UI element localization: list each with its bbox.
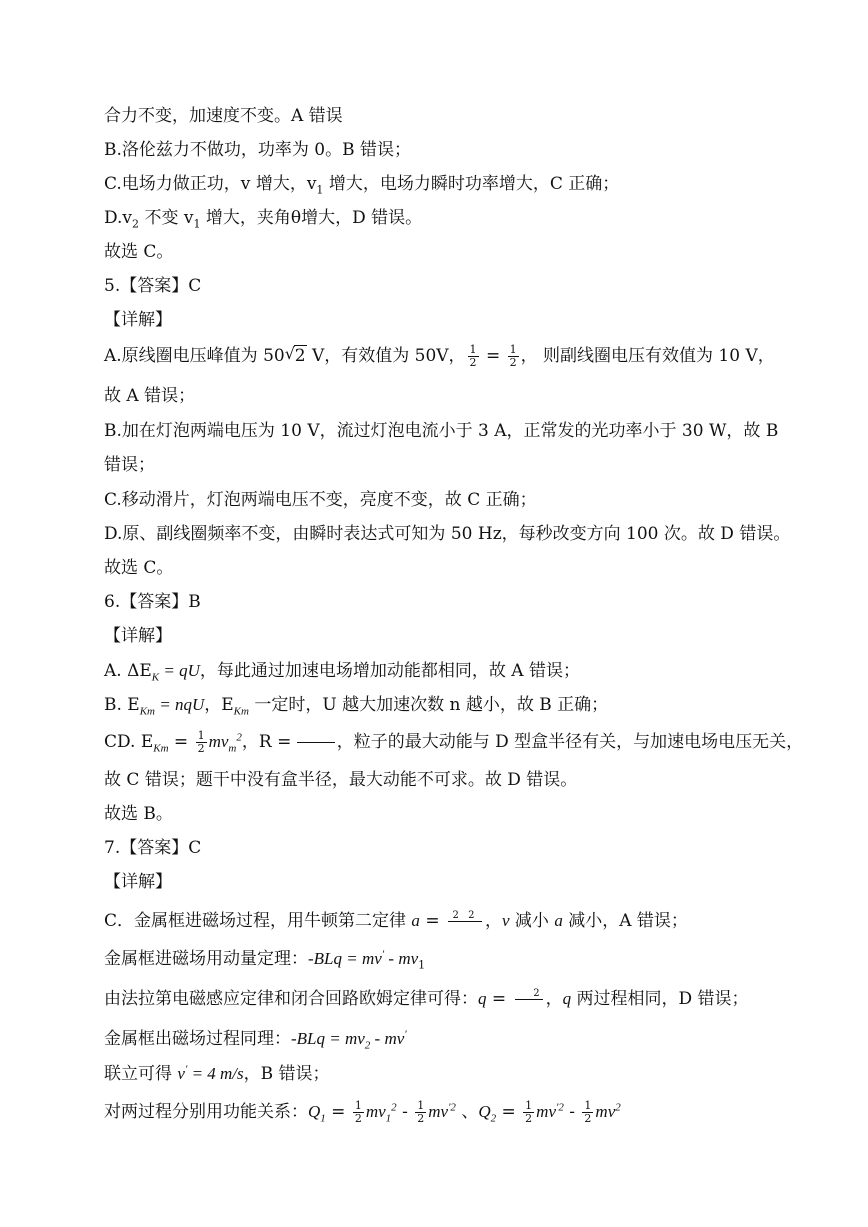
text-line (104, 730, 803, 755)
subscript: 1 (193, 217, 201, 231)
subscript: 1 (316, 183, 324, 197)
text: ， (484, 911, 502, 931)
text: - (563, 1102, 581, 1122)
fraction-bar (297, 742, 335, 743)
denominator: 2 (417, 1112, 425, 1125)
answer-heading (104, 590, 201, 614)
text-line (104, 344, 775, 369)
denominator: 2 (197, 742, 205, 755)
formula: - mv (370, 1029, 405, 1048)
denominator: 2 (509, 356, 517, 369)
text: 增大，夹角θ增大，D 错误。 (200, 208, 423, 228)
text: = (419, 911, 445, 931)
subscript: m (228, 742, 237, 755)
text-line (104, 488, 537, 512)
text: 对两过程分别用功能关系： (104, 1102, 308, 1122)
radicand: 2 (294, 346, 306, 366)
formula: Q (478, 1102, 491, 1121)
text: = (486, 989, 512, 1009)
text: ，B 错误； (243, 1064, 330, 1084)
formula: -BLq = mv (308, 949, 382, 968)
formula: mv (428, 1102, 449, 1121)
text: 金属框出磁场过程同理： (104, 1029, 291, 1049)
formula: mv (536, 1102, 556, 1121)
text-line (104, 556, 173, 580)
text-line (104, 1062, 330, 1086)
text: = (325, 1102, 351, 1122)
text: 故选 C。 (104, 242, 174, 262)
formula: a (554, 911, 563, 930)
text: 【详解】 (104, 626, 172, 646)
numerator: 1 (469, 343, 477, 356)
text: 故选 B。 (104, 804, 173, 824)
text: 错误； (104, 455, 155, 475)
text: 7.【答案】C (104, 838, 202, 858)
text: 合力不变，加速度不变。A 错误 (104, 106, 343, 126)
text: = (496, 1102, 522, 1122)
fraction (515, 989, 543, 1010)
text: C．金属框进磁场过程，用牛顿第二定律 (104, 911, 412, 931)
text-line (104, 453, 155, 477)
text: 金属框进磁场用动量定理： (104, 949, 308, 969)
fraction (196, 730, 207, 755)
text-line (104, 768, 577, 792)
text: ，E (204, 695, 234, 715)
text-line (104, 909, 688, 933)
superscript: '2 (448, 1101, 456, 1114)
formula: mv (365, 1102, 386, 1121)
subscript: Km (139, 705, 155, 718)
text: = (168, 732, 194, 752)
text: CD. E (104, 732, 154, 752)
formula: a (411, 911, 420, 930)
text: A.原线圈电压峰值为 50 (104, 346, 285, 366)
text: 故选 C。 (104, 558, 174, 578)
text: 【详解】 (104, 310, 172, 330)
text: ， 则副线圈电压有效值为 10 V， (520, 346, 775, 366)
text-line (104, 693, 608, 717)
formula: v (501, 911, 510, 930)
text-line (104, 947, 425, 971)
text: 减小，A 错误； (562, 911, 688, 931)
numerator: 1 (354, 1099, 362, 1112)
detail-heading (104, 870, 172, 894)
superscript: ' (184, 1063, 188, 1076)
text: A. ΔE (104, 661, 152, 681)
superscript: 2 (615, 1101, 621, 1114)
text: ，每此通过加速电场增加动能都相同，故 A 错误； (199, 661, 580, 681)
numerator: 1 (417, 1099, 425, 1112)
text: 、 (455, 1102, 479, 1122)
text-line (104, 138, 411, 162)
detail-heading (104, 308, 172, 332)
denominator: 2 (354, 1112, 362, 1125)
text-line (104, 384, 195, 408)
numerator: 1 (509, 343, 517, 356)
numerator: 1 (584, 1099, 592, 1112)
text-line (104, 419, 778, 443)
text: C.移动滑片，灯泡两端电压不变，亮度不变，故 C 正确； (104, 490, 537, 510)
superscript: '2 (556, 1101, 564, 1114)
subscript: 1 (385, 1112, 392, 1125)
detail-heading (104, 624, 172, 648)
fraction (523, 1100, 534, 1125)
numerator: 2 (533, 988, 543, 999)
denominator: 2 (525, 1112, 533, 1125)
numerator: 1 (197, 729, 205, 742)
fraction (415, 1100, 426, 1125)
text: 【详解】 (104, 872, 172, 892)
text: = (480, 346, 506, 366)
text-line (104, 104, 343, 128)
formula: - mv (384, 949, 419, 968)
text: ，R = (241, 732, 297, 752)
numerator: 2 2 (452, 910, 478, 921)
text: B.洛伦兹力不做功，功率为 0。B 错误； (104, 140, 412, 160)
fraction (582, 1100, 593, 1125)
fraction (448, 911, 482, 932)
subscript: Km (153, 742, 169, 755)
text: B.加在灯泡两端电压为 10 V，流过灯泡电流小于 3 A，正常发的光功率小于 30 W，故 B (104, 421, 779, 441)
formula: mv (595, 1102, 616, 1121)
formula: mv (208, 732, 229, 751)
text: 不变 v (139, 208, 194, 228)
formula: = nqU (155, 695, 205, 714)
text: D.原、副线圈频率不变，由瞬时表达式可知为 50 Hz，每秒改变方向 100 次。故 D 错误。 (104, 524, 791, 544)
text: C.电场力做正功，v 增大，v (104, 174, 317, 194)
subscript: 1 (320, 1112, 326, 1125)
fraction (468, 344, 479, 369)
text: D.v (104, 208, 133, 228)
fraction (508, 344, 519, 369)
text: - (396, 1102, 414, 1122)
text: 由法拉第电磁感应定律和闭合回路欧姆定律可得： (104, 989, 478, 1009)
sqrt: √ 2 (284, 344, 306, 366)
subscript: 2 (132, 217, 140, 231)
text-line (104, 206, 422, 230)
formula: = 4 m/s (187, 1064, 244, 1083)
formula: q (562, 989, 572, 1008)
subscript: 2 (364, 1039, 371, 1052)
text-line (104, 1027, 407, 1051)
text: 两过程相同，D 错误； (571, 989, 749, 1009)
numerator: 1 (525, 1099, 533, 1112)
denominator: 2 (469, 356, 477, 369)
formula: Q (308, 1102, 321, 1121)
superscript: ' (404, 1028, 407, 1041)
text-line (104, 522, 790, 546)
text: ，粒子的最大动能与 D 型盒半径有关，与加速电场电压无关， (336, 732, 804, 752)
text: ， (545, 989, 563, 1009)
text-line (104, 1100, 621, 1125)
text: 增大，电场力瞬时功率增大，C 正确； (323, 174, 620, 194)
superscript: 2 (236, 731, 242, 744)
text-line (104, 240, 173, 264)
text: 联立可得 (104, 1064, 178, 1084)
formula: q (478, 989, 487, 1008)
denominator: 2 (584, 1112, 592, 1125)
text: B. E (104, 695, 140, 715)
subscript: K (151, 671, 160, 684)
formula: -BLq = mv (291, 1029, 365, 1048)
formula: v (177, 1064, 185, 1083)
text: 减小 (509, 911, 555, 931)
text: 6.【答案】B (104, 592, 201, 612)
formula: = qU (159, 661, 200, 680)
subscript: Km (233, 705, 249, 718)
answer-heading (104, 274, 201, 298)
subscript: 1 (418, 958, 426, 972)
text: 5.【答案】C (104, 276, 202, 296)
fraction (353, 1100, 364, 1125)
text: 一定时，U 越大加速次数 n 越小，故 B 正确； (248, 695, 609, 715)
text-line (104, 172, 619, 196)
text: 故 C 错误；题干中没有盒半径，最大动能不可求。故 D 错误。 (104, 770, 578, 790)
answer-heading (104, 836, 201, 860)
subscript: 2 (490, 1112, 497, 1125)
superscript: ' (381, 948, 385, 961)
superscript: 2 (391, 1101, 397, 1114)
text-line (104, 659, 580, 683)
text-line (104, 802, 173, 826)
text-line (104, 987, 749, 1011)
text: V，有效值为 50V， (306, 346, 466, 366)
text: 故 A 错误； (104, 386, 196, 406)
